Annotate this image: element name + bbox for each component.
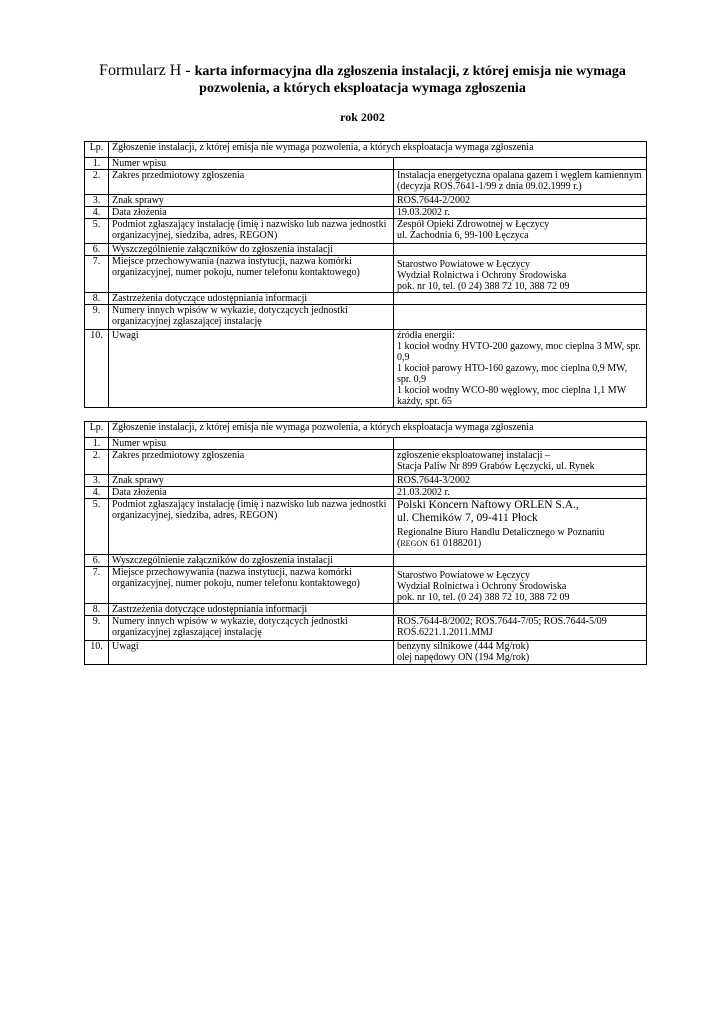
table-row (85, 641, 647, 665)
value-line: 1 kocioł wodny WCO-80 węglowy, moc cieplna 1,1 MW każdy, spr. 65 (397, 385, 626, 407)
regon-number: 61 0188201) (427, 538, 482, 549)
row-value (394, 158, 647, 170)
value-line: Regionalne Biuro Handlu Detalicznego w Poznaniu (397, 527, 605, 538)
value-line: 1 kocioł parowy HTO-160 gazowy, moc cieplna 0,9 MW, spr. 0,9 (397, 363, 628, 385)
row-value (394, 293, 647, 305)
row-label: Znak sprawy (109, 195, 394, 207)
row-number: 6. (85, 555, 109, 567)
row-number: 7. (85, 567, 109, 604)
value-line: ROŚ.7644-8/2002; ROŚ.7644-7/05; ROŚ.7644-5/09 (397, 616, 607, 627)
row-value (394, 219, 647, 244)
row-value: 21.03.2002 r. (394, 487, 647, 499)
table-row (85, 219, 647, 244)
row-number: 9. (85, 616, 109, 641)
row-number: 6. (85, 244, 109, 256)
table-row (85, 604, 647, 616)
value-line: (decyzja ROŚ.7641-1/99 z dnia 09.02.1999 r.) (397, 181, 582, 192)
form-table-1 (84, 141, 647, 408)
row-number: 5. (85, 499, 109, 555)
table-row (85, 438, 647, 450)
document-title (60, 62, 665, 97)
value-line (397, 538, 643, 549)
row-label: Uwagi (109, 330, 394, 408)
row-value (394, 555, 647, 567)
table-header-row (85, 142, 647, 158)
value-line: zgłoszenie eksploatowanej instalacji – (397, 450, 551, 461)
row-label: Podmiot zgłaszający instalację (imię i nazwisko lub nazwa jednostki organizacyjnej, siedziba, adres, REGON) (109, 499, 394, 555)
row-label: Uwagi (109, 641, 394, 665)
lp-header: Lp. (85, 142, 109, 158)
row-label: Znak sprawy (109, 475, 394, 487)
row-number: 1. (85, 158, 109, 170)
row-value: ROŚ.7644-2/2002 (394, 195, 647, 207)
table-header: Zgłoszenie instalacji, z której emisja nie wymaga pozwolenia, a których eksploatacja wymaga zgłoszenia (109, 422, 647, 438)
value-line: Stacja Paliw Nr 899 Grabów Łęczycki, ul. Rynek (397, 461, 595, 472)
row-value (394, 499, 647, 555)
row-number: 3. (85, 195, 109, 207)
form-table-2 (84, 421, 647, 665)
table-row (85, 450, 647, 475)
table-row (85, 487, 647, 499)
value-line: ul. Zachodnia 6, 99-100 Łęczyca (397, 230, 529, 241)
table-row (85, 330, 647, 408)
row-value (394, 244, 647, 256)
value-line: benzyny silnikowe (444 Mg/rok) (397, 641, 529, 652)
document-year: rok 2002 (340, 110, 385, 124)
row-label: Data złożenia (109, 207, 394, 219)
value-line: Zespół Opieki Zdrowotnej w Łęczycy (397, 219, 550, 230)
table-row (85, 244, 647, 256)
row-label: Miejsce przechowywania (nazwa instytucji, nazwa komórki organizacyjnej, numer pokoju, numer telefonu kontaktowego) (109, 256, 394, 293)
row-number: 4. (85, 487, 109, 499)
row-label: Wyszczególnienie załączników do zgłoszenia instalacji (109, 555, 394, 567)
value-line: źródła energii: (397, 330, 455, 341)
title-prefix: Formularz H - (99, 62, 195, 79)
row-number: 1. (85, 438, 109, 450)
row-number: 7. (85, 256, 109, 293)
row-number: 8. (85, 293, 109, 305)
value-line: olej napędowy ON (194 Mg/rok) (397, 652, 530, 663)
row-number: 2. (85, 450, 109, 475)
row-value (394, 450, 647, 475)
value-line: pok. nr 10, tel. (0 24) 388 72 10, 388 72 09 (397, 281, 570, 292)
value-line: pok. nr 10, tel. (0 24) 388 72 10, 388 72 09 (397, 592, 570, 603)
row-number: 5. (85, 219, 109, 244)
row-number: 8. (85, 604, 109, 616)
row-label: Wyszczególnienie załączników do zgłoszenia instalacji (109, 244, 394, 256)
row-value: 19.03.2002 r. (394, 207, 647, 219)
row-number: 9. (85, 305, 109, 330)
row-number: 2. (85, 170, 109, 195)
table-header: Zgłoszenie instalacji, z której emisja nie wymaga pozwolenia, a których eksploatacja wymaga zgłoszenia (109, 142, 647, 158)
title-line-2: pozwolenia, a których eksploatacja wymaga zgłoszenia (199, 81, 526, 96)
value-line: 1 kocioł wodny HVTO-200 gazowy, moc cieplna 3 MW, spr. 0,9 (397, 341, 641, 363)
row-label: Podmiot zgłaszający instalację (imię i nazwisko lub nazwa jednostki organizacyjnej, siedziba, adres, REGON) (109, 219, 394, 244)
table-row (85, 305, 647, 330)
row-label: Miejsce przechowywania (nazwa instytucji, nazwa komórki organizacyjnej, numer pokoju, numer telefonu kontaktowego) (109, 567, 394, 604)
table-row (85, 158, 647, 170)
row-label: Zakres przedmiotowy zgłoszenia (109, 170, 394, 195)
value-line: ul. Chemików 7, 09-411 Płock (397, 512, 538, 524)
row-label: Data złożenia (109, 487, 394, 499)
value-line: Wydział Rolnictwa i Ochrony Środowiska (397, 581, 567, 592)
value-line: Polski Koncern Naftowy ORLEN S.A., (397, 499, 579, 511)
row-value (394, 256, 647, 293)
table-row (85, 475, 647, 487)
table-row (85, 293, 647, 305)
table-header-row (85, 422, 647, 438)
title-text-1: karta informacyjna dla zgłoszenia instalacji, z której emisja nie wymaga (194, 64, 626, 79)
table-row (85, 616, 647, 641)
table-row (85, 567, 647, 604)
table-row (85, 499, 647, 555)
row-label: Numer wpisu (109, 438, 394, 450)
table-row (85, 170, 647, 195)
row-value (394, 641, 647, 665)
row-number: 3. (85, 475, 109, 487)
row-label: Numer wpisu (109, 158, 394, 170)
value-line: Instalacja energetyczna opalana gazem i węglem kamiennym (397, 170, 642, 181)
value-line: ROŚ.6221.1.2011.MMJ (397, 627, 493, 638)
title-line-1 (60, 62, 665, 80)
row-number: 4. (85, 207, 109, 219)
value-line: Wydział Rolnictwa i Ochrony Środowiska (397, 270, 567, 281)
row-number: 10. (85, 330, 109, 408)
row-value (394, 170, 647, 195)
lp-header: Lp. (85, 422, 109, 438)
value-line: Starostwo Powiatowe w Łęczycy (397, 570, 531, 581)
row-value (394, 616, 647, 641)
row-value (394, 305, 647, 330)
row-value (394, 438, 647, 450)
row-label: Numery innych wpisów w wykazie, dotyczących jednostki organizacyjnej zgłaszającej instalację (109, 305, 394, 330)
row-label: Zastrzeżenia dotyczące udostępniania informacji (109, 604, 394, 616)
table-row (85, 256, 647, 293)
table-row (85, 555, 647, 567)
value-line: Starostwo Powiatowe w Łęczycy (397, 259, 531, 270)
row-label: Zastrzeżenia dotyczące udostępniania informacji (109, 293, 394, 305)
row-label: Zakres przedmiotowy zgłoszenia (109, 450, 394, 475)
regon-label: REGON (400, 539, 428, 548)
regon-open: ( (397, 538, 401, 549)
row-number: 10. (85, 641, 109, 665)
row-value (394, 330, 647, 408)
row-value: ROŚ.7644-3/2002 (394, 475, 647, 487)
row-value (394, 604, 647, 616)
table-row (85, 195, 647, 207)
row-value (394, 567, 647, 604)
table-row (85, 207, 647, 219)
row-label: Numery innych wpisów w wykazie, dotyczących jednostki organizacyjnej zgłaszającej instalację (109, 616, 394, 641)
